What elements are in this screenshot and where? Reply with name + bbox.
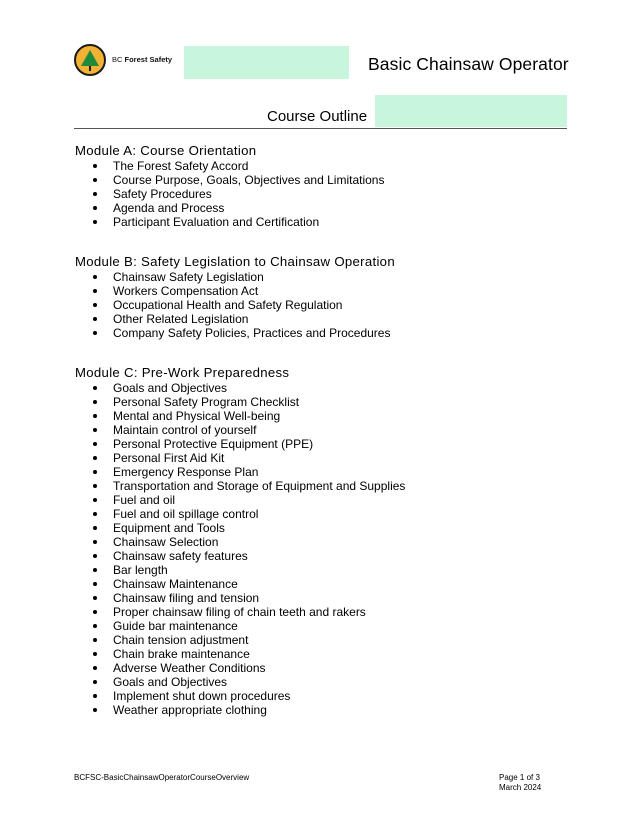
bullet-icon	[93, 540, 97, 544]
bullet-icon	[93, 666, 97, 670]
bullet-icon	[93, 512, 97, 516]
list-item	[75, 479, 575, 493]
document-title: Basic Chainsaw Operator	[368, 54, 569, 74]
list-item	[75, 159, 575, 173]
list-item-text: Mental and Physical Well-being	[113, 409, 281, 423]
bullet-icon	[93, 652, 97, 656]
list-item	[75, 395, 575, 409]
bullet-icon	[93, 596, 97, 600]
module-b	[75, 254, 575, 340]
list-item-text: Guide bar maintenance	[113, 619, 238, 633]
bullet-icon	[93, 568, 97, 572]
bullet-icon	[93, 164, 97, 168]
bullet-icon	[93, 192, 97, 196]
list-item	[75, 563, 575, 577]
list-item-text: Occupational Health and Safety Regulation	[113, 298, 343, 312]
list-item-text: The Forest Safety Accord	[113, 159, 249, 173]
list-item-text: Company Safety Policies, Practices and Procedures	[113, 326, 391, 340]
bullet-icon	[93, 680, 97, 684]
bullet-icon	[93, 275, 97, 279]
bullet-icon	[93, 694, 97, 698]
module-title: Module C: Pre-Work Preparedness	[75, 365, 290, 380]
list-item	[75, 326, 575, 340]
logo-prefix: BC	[112, 55, 123, 64]
list-item-text: Safety Procedures	[113, 187, 212, 201]
module-item-list	[75, 381, 575, 717]
list-item-text: Chain tension adjustment	[113, 633, 249, 647]
bullet-icon	[93, 386, 97, 390]
bullet-icon	[93, 220, 97, 224]
list-item-text: Emergency Response Plan	[113, 465, 259, 479]
list-item-text: Chainsaw Selection	[113, 535, 219, 549]
bullet-icon	[93, 708, 97, 712]
list-item	[75, 451, 575, 465]
list-item	[75, 535, 575, 549]
bullet-icon	[93, 484, 97, 488]
list-item	[75, 437, 575, 451]
list-item	[75, 577, 575, 591]
highlight-box-section	[375, 95, 567, 127]
bullet-icon	[93, 400, 97, 404]
bullet-icon	[93, 470, 97, 474]
logo-wordmark	[112, 55, 172, 64]
list-item	[75, 173, 575, 187]
list-item	[75, 215, 575, 229]
list-item	[75, 465, 575, 479]
bullet-icon	[93, 206, 97, 210]
list-item	[75, 591, 575, 605]
bullet-icon	[93, 456, 97, 460]
list-item	[75, 703, 575, 717]
list-item-text: Bar length	[113, 563, 168, 577]
list-item	[75, 619, 575, 633]
list-item	[75, 270, 575, 284]
list-item	[75, 675, 575, 689]
module-item-list	[75, 159, 575, 229]
list-item-text: Weather appropriate clothing	[113, 703, 267, 717]
logo-brand: Forest Safety	[124, 55, 173, 64]
footer-page-number: Page 1 of 3	[499, 773, 540, 782]
list-item	[75, 381, 575, 395]
list-item-text: Implement shut down procedures	[113, 689, 291, 703]
module-a	[75, 143, 575, 229]
bullet-icon	[93, 638, 97, 642]
bullet-icon	[93, 289, 97, 293]
bullet-icon	[93, 526, 97, 530]
list-item	[75, 298, 575, 312]
list-item	[75, 549, 575, 563]
bullet-icon	[93, 317, 97, 321]
footer-doc-id: BCFSC-BasicChainsawOperatorCourseOverview	[74, 773, 250, 782]
list-item-text: Other Related Legislation	[113, 312, 249, 326]
bullet-icon	[93, 178, 97, 182]
module-title: Module A: Course Orientation	[75, 143, 257, 158]
bullet-icon	[93, 554, 97, 558]
list-item-text: Transportation and Storage of Equipment and Supplies	[113, 479, 406, 493]
bullet-icon	[93, 331, 97, 335]
list-item-text: Goals and Objectives	[113, 675, 228, 689]
list-item-text: Personal Protective Equipment (PPE)	[113, 437, 314, 451]
list-item-text: Chainsaw Safety Legislation	[113, 270, 264, 284]
list-item-text: Proper chainsaw filing of chain teeth and rakers	[113, 605, 366, 619]
bullet-icon	[93, 624, 97, 628]
list-item	[75, 187, 575, 201]
bullet-icon	[93, 428, 97, 432]
title-divider	[74, 128, 567, 129]
list-item	[75, 312, 575, 326]
list-item	[75, 647, 575, 661]
list-item	[75, 507, 575, 521]
list-item-text: Goals and Objectives	[113, 381, 228, 395]
list-item-text: Maintain control of yourself	[113, 423, 257, 437]
bullet-icon	[93, 498, 97, 502]
module-item-list	[75, 270, 575, 340]
list-item-text: Participant Evaluation and Certification	[113, 215, 320, 229]
module-title: Module B: Safety Legislation to Chainsaw Operation	[75, 254, 395, 269]
list-item-text: Personal First Aid Kit	[113, 451, 225, 465]
list-item-text: Fuel and oil spillage control	[113, 507, 259, 521]
list-item	[75, 661, 575, 675]
section-title: Course Outline	[267, 108, 368, 125]
bullet-icon	[93, 414, 97, 418]
bc-forest-safety-logo	[74, 44, 184, 80]
list-item-text: Equipment and Tools	[113, 521, 225, 535]
list-item-text: Chainsaw filing and tension	[113, 591, 260, 605]
list-item-text: Workers Compensation Act	[113, 284, 259, 298]
bullet-icon	[93, 442, 97, 446]
list-item	[75, 633, 575, 647]
list-item-text: Course Purpose, Goals, Objectives and Limitations	[113, 173, 385, 187]
bullet-icon	[93, 582, 97, 586]
list-item	[75, 201, 575, 215]
list-item	[75, 521, 575, 535]
footer-date: March 2024	[499, 783, 542, 792]
list-item-text: Fuel and oil	[113, 493, 176, 507]
list-item-text: Chain brake maintenance	[113, 647, 250, 661]
highlight-box-top	[184, 46, 349, 79]
list-item	[75, 689, 575, 703]
list-item	[75, 605, 575, 619]
list-item	[75, 284, 575, 298]
module-c	[75, 365, 575, 717]
list-item-text: Chainsaw Maintenance	[113, 577, 238, 591]
list-item	[75, 493, 575, 507]
bullet-icon	[93, 610, 97, 614]
list-item-text: Chainsaw safety features	[113, 549, 248, 563]
list-item-text: Adverse Weather Conditions	[113, 661, 266, 675]
list-item	[75, 409, 575, 423]
bullet-icon	[93, 303, 97, 307]
list-item-text: Personal Safety Program Checklist	[113, 395, 300, 409]
list-item	[75, 423, 575, 437]
footer-page-info	[499, 773, 541, 793]
tree-logo-icon	[74, 44, 106, 76]
list-item-text: Agenda and Process	[113, 201, 225, 215]
